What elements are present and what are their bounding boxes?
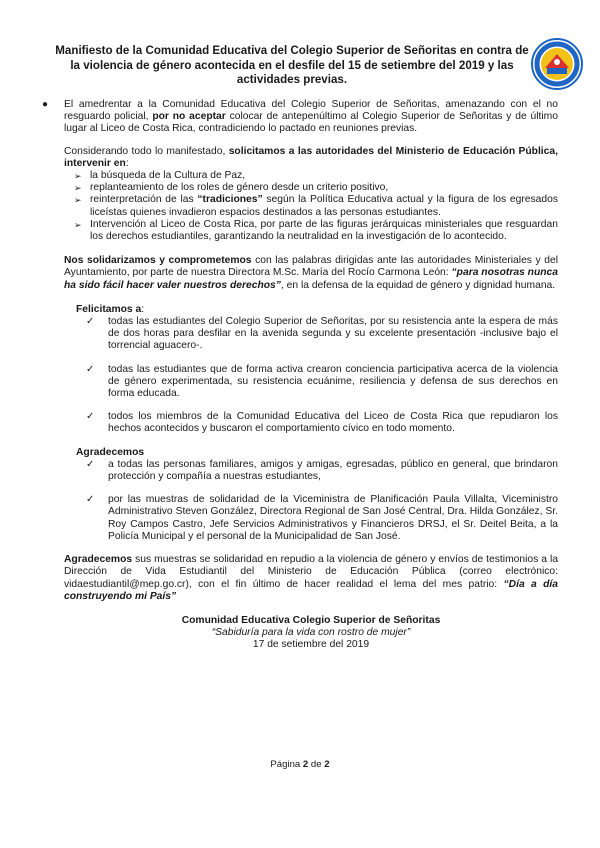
- document-title: Manifiesto de la Comunidad Educativa del Colegio Superior de Señoritas en contra de la violencia de género acontecida en el desfile del 15 de setiembre del 2019 y las actividades previas.: [55, 44, 529, 87]
- page-number: Página 2 de 2: [270, 759, 330, 770]
- list-item: ➢ la búsqueda de la Cultura de Paz,: [74, 170, 246, 182]
- list-item: ➢ replanteamiento de los roles de género desde un criterio positivo,: [74, 182, 389, 194]
- paragraph-solidaridad: Nos solidarizamos y comprometemos con las palabras dirigidas ante las autoridades Ministeriales y del Ayuntamiento, por parte de nuestra Directora M.Sc. María del Rocío Carmona León: “para nosotras nunca ha sido fácil hacer valer nuestros derechos”, en la defensa de la equidad de género y dignidad humana.: [64, 255, 558, 291]
- list-item: ➢ reinterpretación de las “tradiciones” según la Política Educativa actual y la figura de los egresados liceístas quienes invadieron espacios destinados a las personas estudiantes.: [74, 194, 558, 218]
- agradecemos-list: [86, 458, 558, 543]
- list-item: ✓ a todas las personas familiares, amigos y amigas, egresadas, público en general, que brindaron protección y compañía a nuestras estudiantes,: [86, 458, 558, 483]
- arrowhead-icon: ➢: [74, 219, 82, 230]
- list-item: ➢ Intervención al Liceo de Costa Rica, por parte de las figuras jerárquicas ministeriales que resguardan los derechos estudiantiles, garantizando la neutralidad en la investigación de lo acontecido.: [74, 218, 558, 243]
- signature-motto: “Sabiduría para la vida con rostro de mujer”: [211, 627, 411, 639]
- arrowhead-icon: ➢: [74, 195, 82, 206]
- list-item: ✓ por las muestras de solidaridad de la Viceministra de Planificación Paula Villalta, Viceministro Administrativo Steven González, Directora Regional de San José Central, Dra. Hilda González, Sr. Roy Campos Castro, Jefe Servicios Administrativos y Financieros DRSJ, el Sr. Deitel Beita, a la Policía Municipal y el personal de la Municipalidad de San José.: [86, 494, 558, 542]
- list-item: ✓ todas las estudiantes del Colegio Superior de Señoritas, por su resistencia ante la espera de más de dos horas para desfilar en la avenida segunda y su excelente presentación -inclusive bajo el torrencial aguacero-.: [86, 316, 558, 352]
- checkmark-icon: ✓: [86, 316, 95, 328]
- school-crest-logo: [531, 38, 583, 90]
- checkmark-icon: ✓: [86, 458, 95, 470]
- paragraph-considerando: Considerando todo lo manifestado, solicitamos a las autoridades del Ministerio de Educación Pública, intervenir en:: [64, 145, 558, 169]
- section-heading-agradecemos: Agradecemos: [76, 446, 145, 458]
- felicitamos-list: [86, 316, 558, 436]
- list-item: ✓ todos los miembros de la Comunidad Educativa del Liceo de Costa Rica que repudiaron los hechos acontecidos y buscaron el comportamiento cívico en todo momento.: [86, 411, 558, 435]
- arrowhead-icon: ➢: [74, 171, 82, 182]
- arrowhead-icon: ➢: [74, 183, 82, 194]
- request-list: [64, 170, 558, 243]
- bullet-dot-icon: ●: [42, 99, 49, 110]
- signature-block: [64, 615, 558, 652]
- list-item: ✓ todas las estudiantes que de forma activa crearon conciencia participativa acerca de la violencia de género experimentada, su resistencia ecuánime, resiliencia y defensa de sus derechos en forma educada.: [86, 363, 558, 400]
- signature-org: Comunidad Educativa Colegio Superior de Señoritas: [181, 614, 441, 626]
- section-heading-felicitamos: Felicitamos a:: [76, 303, 145, 315]
- document-body: [42, 99, 559, 652]
- checkmark-icon: ✓: [86, 494, 95, 506]
- paragraph-agradecemos-final: Agradecemos sus muestras se solidaridad en repudio a la violencia de género y envíos de testimonios a la Dirección de Vida Estudiantil del Ministerio de Educación Pública (correo electrónico: vidaestudiantil@mep.go.cr), con el fin último de hacer realidad el lema del mes patrio: “Día a día construyendo mi País”: [64, 554, 559, 602]
- checkmark-icon: ✓: [86, 411, 95, 423]
- paragraph-amedrentar: ● El amedrentar a la Comunidad Educativa del Colegio Superior de Señoritas, amenazando con el no resguardo policial, por no aceptar colocar de antepenúltimo al Colegio Superior de Señoritas y de último lugar al Liceo de Costa Rica, contradiciendo lo pactado en reuniones previas.: [42, 99, 558, 135]
- checkmark-icon: ✓: [86, 363, 95, 375]
- signature-date: 17 de setiembre del 2019: [252, 639, 370, 651]
